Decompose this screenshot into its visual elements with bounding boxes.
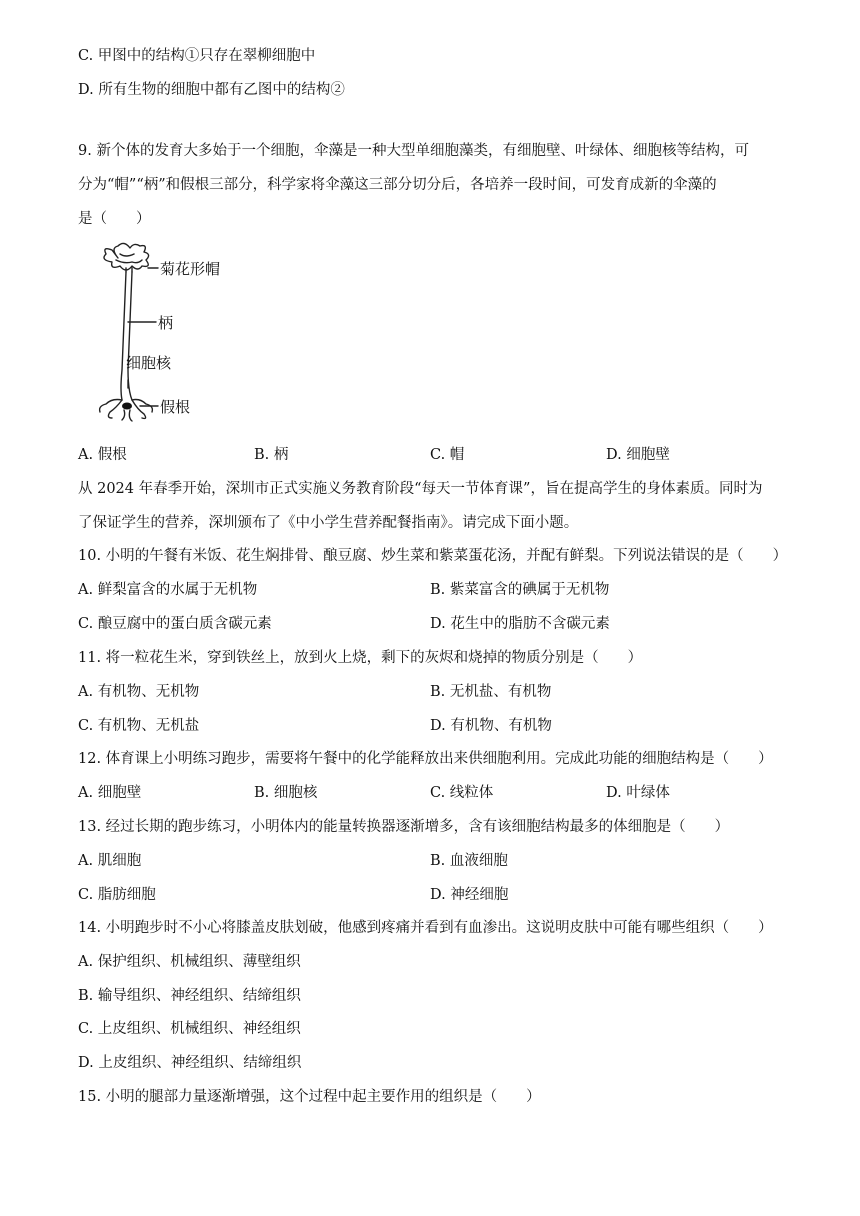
- intro-line2: 了保证学生的营养，深圳颁布了《中小学生营养配餐指南》。请完成下面小题。: [78, 515, 579, 531]
- q12-option-b[interactable]: B. 细胞核: [254, 785, 318, 801]
- q13-stem: 13. 经过长期的跑步练习，小明体内的能量转换器逐渐增多，含有该细胞结构最多的体细胞是（ ）: [78, 819, 730, 835]
- q9-option-b[interactable]: B. 柄: [254, 447, 289, 463]
- q9-stem-line1: 9. 新个体的发育大多始于一个细胞，伞藻是一种大型单细胞藻类，有细胞壁、叶绿体、细胞核等结构，可: [78, 143, 749, 159]
- q9-stem-line3: 是（ ）: [78, 211, 151, 227]
- q12-option-a[interactable]: A. 细胞壁: [78, 785, 142, 801]
- q12-option-d[interactable]: D. 叶绿体: [606, 785, 670, 801]
- q13-option-a[interactable]: A. 肌细胞: [78, 853, 142, 869]
- prev-option-c: C. 甲图中的结构①只存在翠柳细胞中: [78, 48, 316, 64]
- q12-option-c[interactable]: C. 线粒体: [430, 785, 494, 801]
- q12-stem: 12. 体育课上小明练习跑步，需要将午餐中的化学能释放出来供细胞利用。完成此功能的细胞结构是（ ）: [78, 751, 773, 767]
- q9-option-a[interactable]: A. 假根: [78, 447, 127, 463]
- intro-line1: 从 2024 年春季开始，深圳市正式实施义务教育阶段“每天一节体育课”，旨在提高学生的身体素质。同时为: [78, 481, 763, 497]
- q10-stem: 10. 小明的午餐有米饭、花生焖排骨、酿豆腐、炒生菜和紫菜蛋花汤，并配有鲜梨。下列说法错误的是（ ）: [78, 548, 788, 564]
- q13-option-b[interactable]: B. 血液细胞: [430, 853, 508, 869]
- q11-stem: 11. 将一粒花生米，穿到铁丝上，放到火上烧，剩下的灰烬和烧掉的物质分别是（ ）: [78, 650, 643, 666]
- q14-option-a[interactable]: A. 保护组织、机械组织、薄壁组织: [78, 954, 301, 970]
- q14-stem: 14. 小明跑步时不小心将膝盖皮肤划破，他感到疼痛并看到有血渗出。这说明皮肤中可能有哪些组织（ ）: [78, 920, 773, 936]
- q15-stem: 15. 小明的腿部力量逐渐增强，这个过程中起主要作用的组织是（ ）: [78, 1089, 541, 1105]
- label-rhizoid: 假根: [160, 398, 191, 416]
- q14-option-d[interactable]: D. 上皮组织、神经组织、结缔组织: [78, 1055, 302, 1071]
- q11-option-d[interactable]: D. 有机物、有机物: [430, 718, 552, 734]
- q13-option-c[interactable]: C. 脂肪细胞: [78, 887, 156, 903]
- label-cap: 菊花形帽: [160, 260, 221, 278]
- q14-option-c[interactable]: C. 上皮组织、机械组织、神经组织: [78, 1021, 301, 1037]
- q13-option-d[interactable]: D. 神经细胞: [430, 887, 509, 903]
- q10-option-a[interactable]: A. 鲜梨富含的水属于无机物: [78, 582, 258, 598]
- q11-option-c[interactable]: C. 有机物、无机盐: [78, 718, 200, 734]
- q10-option-d[interactable]: D. 花生中的脂肪不含碳元素: [430, 616, 610, 632]
- label-stalk: 柄: [158, 314, 174, 332]
- q9-option-c[interactable]: C. 帽: [430, 447, 465, 463]
- q9-stem-line2: 分为“帽”“柄”和假根三部分，科学家将伞藻这三部分切分后，各培养一段时间，可发育成新的伞藻的: [78, 177, 717, 193]
- acetabularia-figure: [88, 240, 268, 425]
- q11-option-b[interactable]: B. 无机盐、有机物: [430, 684, 552, 700]
- q9-option-d[interactable]: D. 细胞壁: [606, 447, 670, 463]
- q14-option-b[interactable]: B. 输导组织、神经组织、结缔组织: [78, 988, 301, 1004]
- q11-option-a[interactable]: A. 有机物、无机物: [78, 684, 200, 700]
- label-nucleus: 细胞核: [126, 354, 172, 372]
- q10-option-b[interactable]: B. 紫菜富含的碘属于无机物: [430, 582, 610, 598]
- prev-option-d: D. 所有生物的细胞中都有乙图中的结构②: [78, 82, 345, 98]
- q10-option-c[interactable]: C. 酿豆腐中的蛋白质含碳元素: [78, 616, 272, 632]
